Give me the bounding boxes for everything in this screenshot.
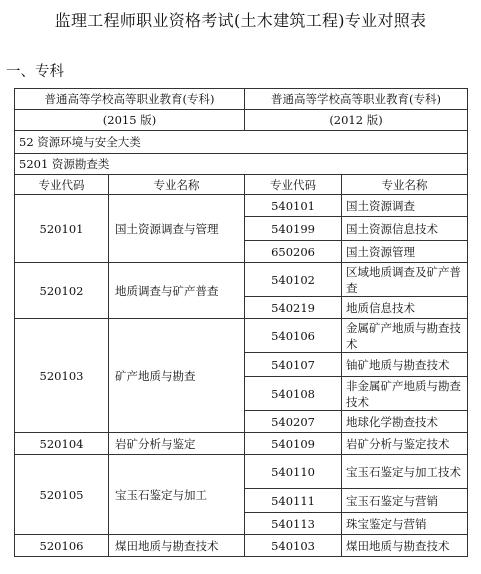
major-code-2012: 540207 xyxy=(245,411,342,433)
table-row xyxy=(15,195,468,217)
column-header-code-2015: 专业代码 xyxy=(15,175,109,195)
major-name-2012: 煤田地质与勘查技术 xyxy=(342,535,468,557)
major-code-2015: 520103 xyxy=(15,319,109,433)
major-code-2012: 540102 xyxy=(245,263,342,297)
major-code-2012: 540108 xyxy=(245,377,342,411)
table-row xyxy=(15,263,468,297)
column-header-code-2012: 专业代码 xyxy=(245,175,342,195)
major-name-2012: 非金属矿产地质与勘查技术 xyxy=(342,377,468,411)
section-heading: 一、专科 xyxy=(6,64,64,80)
header-right-version: (2012 版) xyxy=(245,110,468,131)
major-name-2012: 铀矿地质与勘查技术 xyxy=(342,353,468,377)
column-header-name-2012: 专业名称 xyxy=(342,175,468,195)
comparison-table xyxy=(14,88,468,557)
major-code-2012: 540111 xyxy=(245,489,342,513)
major-code-2015: 520104 xyxy=(15,433,109,455)
major-name-2012: 国土资源调查 xyxy=(342,195,468,217)
major-name-2012: 国土资源信息技术 xyxy=(342,217,468,241)
major-code-2012: 540113 xyxy=(245,513,342,535)
column-header-name-2015: 专业名称 xyxy=(109,175,245,195)
table-row xyxy=(15,319,468,353)
major-name-2012: 区域地质调查及矿产普查 xyxy=(342,263,468,297)
major-name-2012: 岩矿分析与鉴定技术 xyxy=(342,433,468,455)
major-name-2012: 珠宝鉴定与营销 xyxy=(342,513,468,535)
major-name-2012: 地质信息技术 xyxy=(342,297,468,319)
category-row: 52 资源环境与安全大类 xyxy=(15,131,468,154)
major-code-2012: 540103 xyxy=(245,535,342,557)
major-code-2015: 520102 xyxy=(15,263,109,319)
major-code-2012: 540199 xyxy=(245,217,342,241)
major-code-2015: 520101 xyxy=(15,195,109,263)
header-left-version: (2015 版) xyxy=(15,110,245,131)
page-title: 监理工程师职业资格考试(土木建筑工程)专业对照表 xyxy=(54,11,427,30)
major-code-2012: 540107 xyxy=(245,353,342,377)
major-name-2015: 煤田地质与勘查技术 xyxy=(109,535,245,557)
header-right-catalog: 普通高等学校高等职业教育(专科) xyxy=(245,89,468,110)
subcategory-row: 5201 资源勘查类 xyxy=(15,154,468,175)
major-code-2012: 540219 xyxy=(245,297,342,319)
major-name-2015: 地质调查与矿产普查 xyxy=(109,263,245,319)
major-name-2012: 金属矿产地质与勘查技术 xyxy=(342,319,468,353)
major-code-2012: 540110 xyxy=(245,455,342,489)
major-code-2015: 520105 xyxy=(15,455,109,535)
major-name-2012: 国土资源管理 xyxy=(342,241,468,263)
major-name-2012: 宝玉石鉴定与营销 xyxy=(342,489,468,513)
table-row xyxy=(15,433,468,455)
header-left-catalog: 普通高等学校高等职业教育(专科) xyxy=(15,89,245,110)
table-row xyxy=(15,455,468,489)
major-code-2012: 540101 xyxy=(245,195,342,217)
major-name-2012: 地球化学勘查技术 xyxy=(342,411,468,433)
major-name-2012: 宝玉石鉴定与加工技术 xyxy=(342,455,468,489)
major-name-2015: 岩矿分析与鉴定 xyxy=(109,433,245,455)
major-code-2012: 540109 xyxy=(245,433,342,455)
table-row xyxy=(15,535,468,557)
major-code-2012: 540106 xyxy=(245,319,342,353)
major-code-2012: 650206 xyxy=(245,241,342,263)
major-name-2015: 国土资源调查与管理 xyxy=(109,195,245,263)
major-name-2015: 宝玉石鉴定与加工 xyxy=(109,455,245,535)
major-code-2015: 520106 xyxy=(15,535,109,557)
major-name-2015: 矿产地质与勘查 xyxy=(109,319,245,433)
